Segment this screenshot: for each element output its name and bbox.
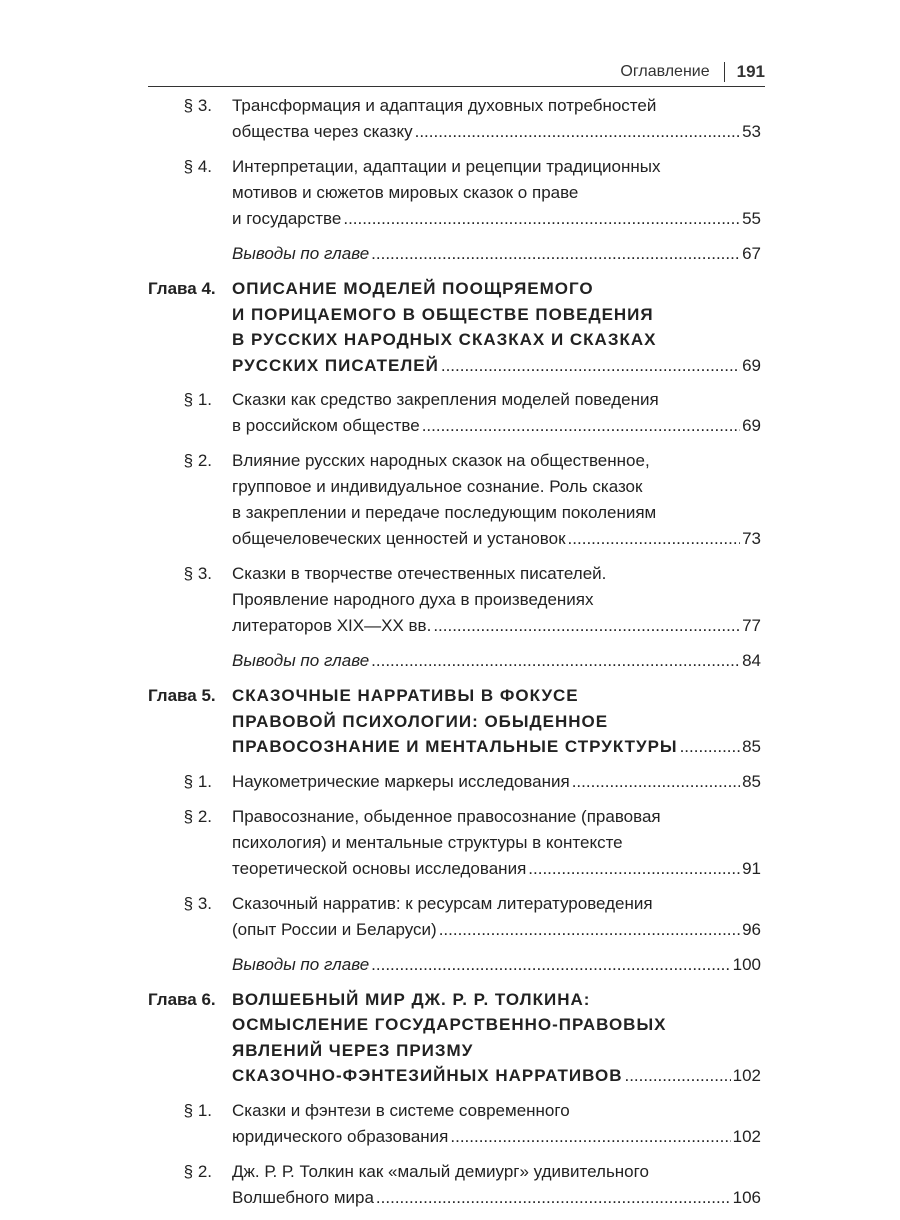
toc-page-number: 85 [742,737,761,756]
toc-title-line: ПРАВОСОЗНАНИЕ И МЕНТАЛЬНЫЕ СТРУКТУРЫ [232,737,678,756]
toc-entry-label: Глава 6. [148,989,216,1009]
toc-entry-title [232,448,761,552]
toc-title-last-line [232,526,761,552]
toc-entry-label: § 3. [183,564,212,583]
toc-title-line: РУССКИХ ПИСАТЕЛЕЙ [232,355,439,375]
toc-title-line: Дж. Р. Р. Толкин как «малый демиург» удивительного [232,1161,649,1181]
toc-title-line: ВОЛШЕБНЫЙ МИР ДЖ. Р. Р. ТОЛКИНА: [232,989,591,1009]
toc-entry-title [232,154,761,232]
dot-leader [415,119,740,145]
toc-title-last-line [232,119,761,145]
toc-page-number: 69 [742,416,761,435]
section-title: Оглавление [620,63,710,80]
toc-title-line: ОСМЫСЛЕНИЕ ГОСУДАРСТВЕННО-ПРАВОВЫХ [232,1015,667,1034]
dot-leader [371,241,740,267]
toc-title-last-line [232,241,761,267]
toc-page-number: 73 [742,529,761,548]
toc-page-number: 96 [742,919,761,939]
toc-entry-title [232,769,761,795]
toc-entry-label: Глава 4. [148,279,216,298]
toc-title-line: ПРАВОВОЙ ПСИХОЛОГИИ: ОБЫДЕННОЕ [232,711,609,731]
toc-title-last-line [232,353,761,379]
toc-paragraph [148,93,761,145]
toc-title-line: И ПОРИЦАЕМОГО В ОБЩЕСТВЕ ПОВЕДЕНИЯ [232,304,654,324]
toc-chapter [148,683,761,760]
toc-title-last-line [232,1185,761,1211]
toc-title-line: Выводы по главе [232,651,370,670]
table-of-contents [148,93,761,1220]
toc-entry-label: § 3. [183,96,212,115]
toc-title-last-line [232,648,761,674]
toc-entry-title [232,648,761,674]
header-rule [148,86,765,87]
toc-page-number: 102 [732,1126,761,1146]
toc-title-line: Сказки как средство закрепления моделей поведения [232,390,659,409]
toc-title-last-line [232,206,761,232]
dot-leader [371,952,730,978]
toc-title-line: ЯВЛЕНИЙ ЧЕРЕЗ ПРИЗМУ [232,1040,474,1060]
toc-title-line: Волшебного мира [232,1187,374,1207]
toc-entry-title [232,1098,761,1150]
toc-entry-title [232,987,761,1089]
toc-page-number: 91 [742,858,761,878]
toc-title-line: литераторов XIX—XX вв. [232,616,432,635]
toc-title-line: Выводы по главе [232,244,370,263]
toc-title-line: Наукометрические маркеры исследования [232,771,570,791]
toc-title-line: Трансформация и адаптация духовных потребностей [232,96,657,115]
toc-page-number: 100 [732,954,761,974]
toc-entry-title [232,93,761,145]
toc-title-line: теоретической основы исследования [232,858,527,878]
toc-paragraph [148,1098,761,1150]
toc-title-last-line [232,1063,761,1089]
toc-title-line: юридического образования [232,1126,449,1146]
toc-chapter [148,987,761,1089]
toc-title-line: СКАЗОЧНО-ФЭНТЕЗИЙНЫХ НАРРАТИВОВ [232,1066,623,1085]
toc-title-line: Проявление народного духа в произведениях [232,590,594,609]
dot-leader [343,206,740,232]
toc-title-line: ОПИСАНИЕ МОДЕЛЕЙ ПООЩРЯЕМОГО [232,279,594,298]
dot-leader [441,353,740,379]
toc-title-line: групповое и индивидуальное сознание. Роль сказок [232,477,643,496]
dot-leader [433,613,740,639]
toc-page-number: 69 [742,355,761,375]
toc-title-last-line [232,734,761,760]
toc-entry-label: § 1. [183,771,212,791]
toc-entry-title [232,1159,761,1211]
toc-entry-label: § 2. [183,1161,212,1181]
toc-paragraph [148,769,761,795]
toc-entry-label: § 4. [183,157,212,176]
dot-leader [528,856,740,882]
dot-leader [450,1124,730,1150]
toc-title-last-line [232,917,761,943]
toc-title-line: Сказочный нарратив: к ресурсам литературоведения [232,893,653,913]
toc-title-line: Влияние русских народных сказок на общественное, [232,451,650,470]
page-number: 191 [736,62,765,81]
toc-paragraph [148,448,761,552]
toc-title-line: Интерпретации, адаптации и рецепции традиционных [232,157,661,176]
toc-page-number: 84 [742,651,761,670]
toc-page-number: 77 [742,616,761,635]
toc-title-line: В РУССКИХ НАРОДНЫХ СКАЗКАХ И СКАЗКАХ [232,330,657,349]
toc-entry-title [232,804,761,882]
toc-entry-label: Глава 5. [148,686,216,705]
toc-page-number: 106 [732,1187,761,1207]
toc-entry-label: § 3. [183,893,212,913]
toc-paragraph [148,387,761,439]
toc-title-last-line [232,1124,761,1150]
toc-title-line: Выводы по главе [232,954,370,974]
toc-title-line: мотивов и сюжетов мировых сказок о праве [232,183,579,202]
toc-entry-title [232,891,761,943]
toc-entry-title [232,952,761,978]
toc-summary [148,648,761,674]
dot-leader [572,769,740,795]
toc-page-number: 53 [742,122,761,141]
toc-title-last-line [232,769,761,795]
dot-leader [376,1185,731,1211]
dot-leader [371,648,740,674]
toc-entry-title [232,561,761,639]
toc-entry-title [232,387,761,439]
dot-leader [422,413,740,439]
toc-entry-label: § 1. [183,1100,212,1120]
toc-title-line: в закреплении и передаче последующим поколениям [232,503,657,522]
toc-title-last-line [232,413,761,439]
toc-paragraph [148,1159,761,1211]
toc-paragraph [148,804,761,882]
toc-paragraph [148,561,761,639]
toc-title-last-line [232,856,761,882]
toc-title-line: (опыт России и Беларуси) [232,919,437,939]
toc-entry-label: § 1. [183,390,212,409]
toc-title-line: в российском обществе [232,416,420,435]
toc-title-line: Сказки и фэнтези в системе современного [232,1100,570,1120]
toc-title-line: Сказки в творчестве отечественных писателей. [232,564,607,583]
toc-title-line: общества через сказку [232,122,413,141]
toc-entry-label [148,648,232,674]
toc-page-number: 102 [732,1066,761,1085]
dot-leader [568,526,741,552]
toc-entry-title [232,276,761,378]
dot-leader [624,1063,730,1089]
toc-chapter [148,276,761,378]
toc-entry-label: § 2. [183,806,212,826]
toc-page-number: 55 [742,209,761,228]
toc-entry-label: § 2. [183,451,212,470]
toc-summary [148,952,761,978]
toc-summary [148,241,761,267]
toc-title-line: СКАЗОЧНЫЕ НАРРАТИВЫ В ФОКУСЕ [232,686,579,705]
toc-page-number: 85 [742,771,761,791]
toc-title-last-line [232,952,761,978]
dot-leader [439,917,740,943]
toc-paragraph [148,154,761,232]
running-header [148,61,765,83]
toc-title-line: общечеловеческих ценностей и установок [232,529,566,548]
toc-page-number: 67 [742,244,761,263]
toc-title-last-line [232,613,761,639]
toc-entry-title [232,683,761,760]
toc-title-line: психология) и ментальные структуры в контексте [232,832,623,852]
toc-entry-title [232,241,761,267]
toc-title-line: и государстве [232,209,342,228]
dot-leader [680,734,741,760]
toc-entry-label [148,241,232,267]
toc-entry-label [148,952,232,978]
toc-paragraph [148,891,761,943]
header-separator [724,62,725,82]
toc-title-line: Правосознание, обыденное правосознание (правовая [232,806,661,826]
